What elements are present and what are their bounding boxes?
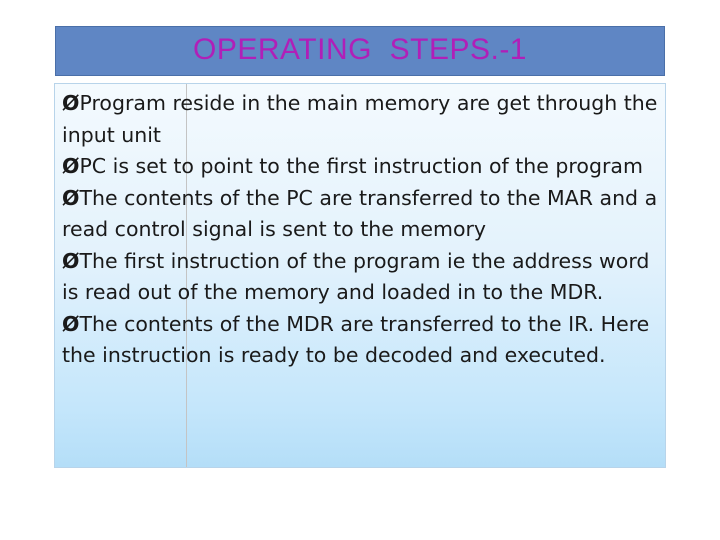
- arrow-bullet-icon: Ø: [62, 311, 80, 336]
- bullet-list: [62, 88, 662, 372]
- bullet-item: [62, 309, 662, 372]
- bullet-text: Program reside in the main memory are get through the input unit: [62, 91, 658, 147]
- arrow-bullet-icon: Ø: [62, 185, 80, 210]
- arrow-bullet-icon: Ø: [62, 248, 80, 273]
- bullet-text: PC is set to point to the first instruction of the program: [79, 154, 643, 178]
- bullet-text: The contents of the PC are transferred to the MAR and a read control signal is sent to the memory: [62, 185, 658, 241]
- bullet-text: The contents of the MDR are transferred to the IR. Here the instruction is ready to be decoded and executed.: [62, 311, 650, 367]
- arrow-bullet-icon: Ø: [62, 91, 80, 115]
- bullet-item: [62, 88, 662, 151]
- content-box: [54, 83, 666, 468]
- slide-title: OPERATING STEPS.-1: [192, 33, 527, 66]
- bullet-item: [62, 183, 662, 246]
- bullet-item: [62, 246, 662, 309]
- arrow-bullet-icon: Ø: [62, 154, 80, 178]
- bullet-item: [62, 151, 662, 183]
- title-bar: [55, 26, 665, 76]
- bullet-text: The first instruction of the program ie the address word is read out of the memory and loaded in to the MDR.: [62, 248, 650, 304]
